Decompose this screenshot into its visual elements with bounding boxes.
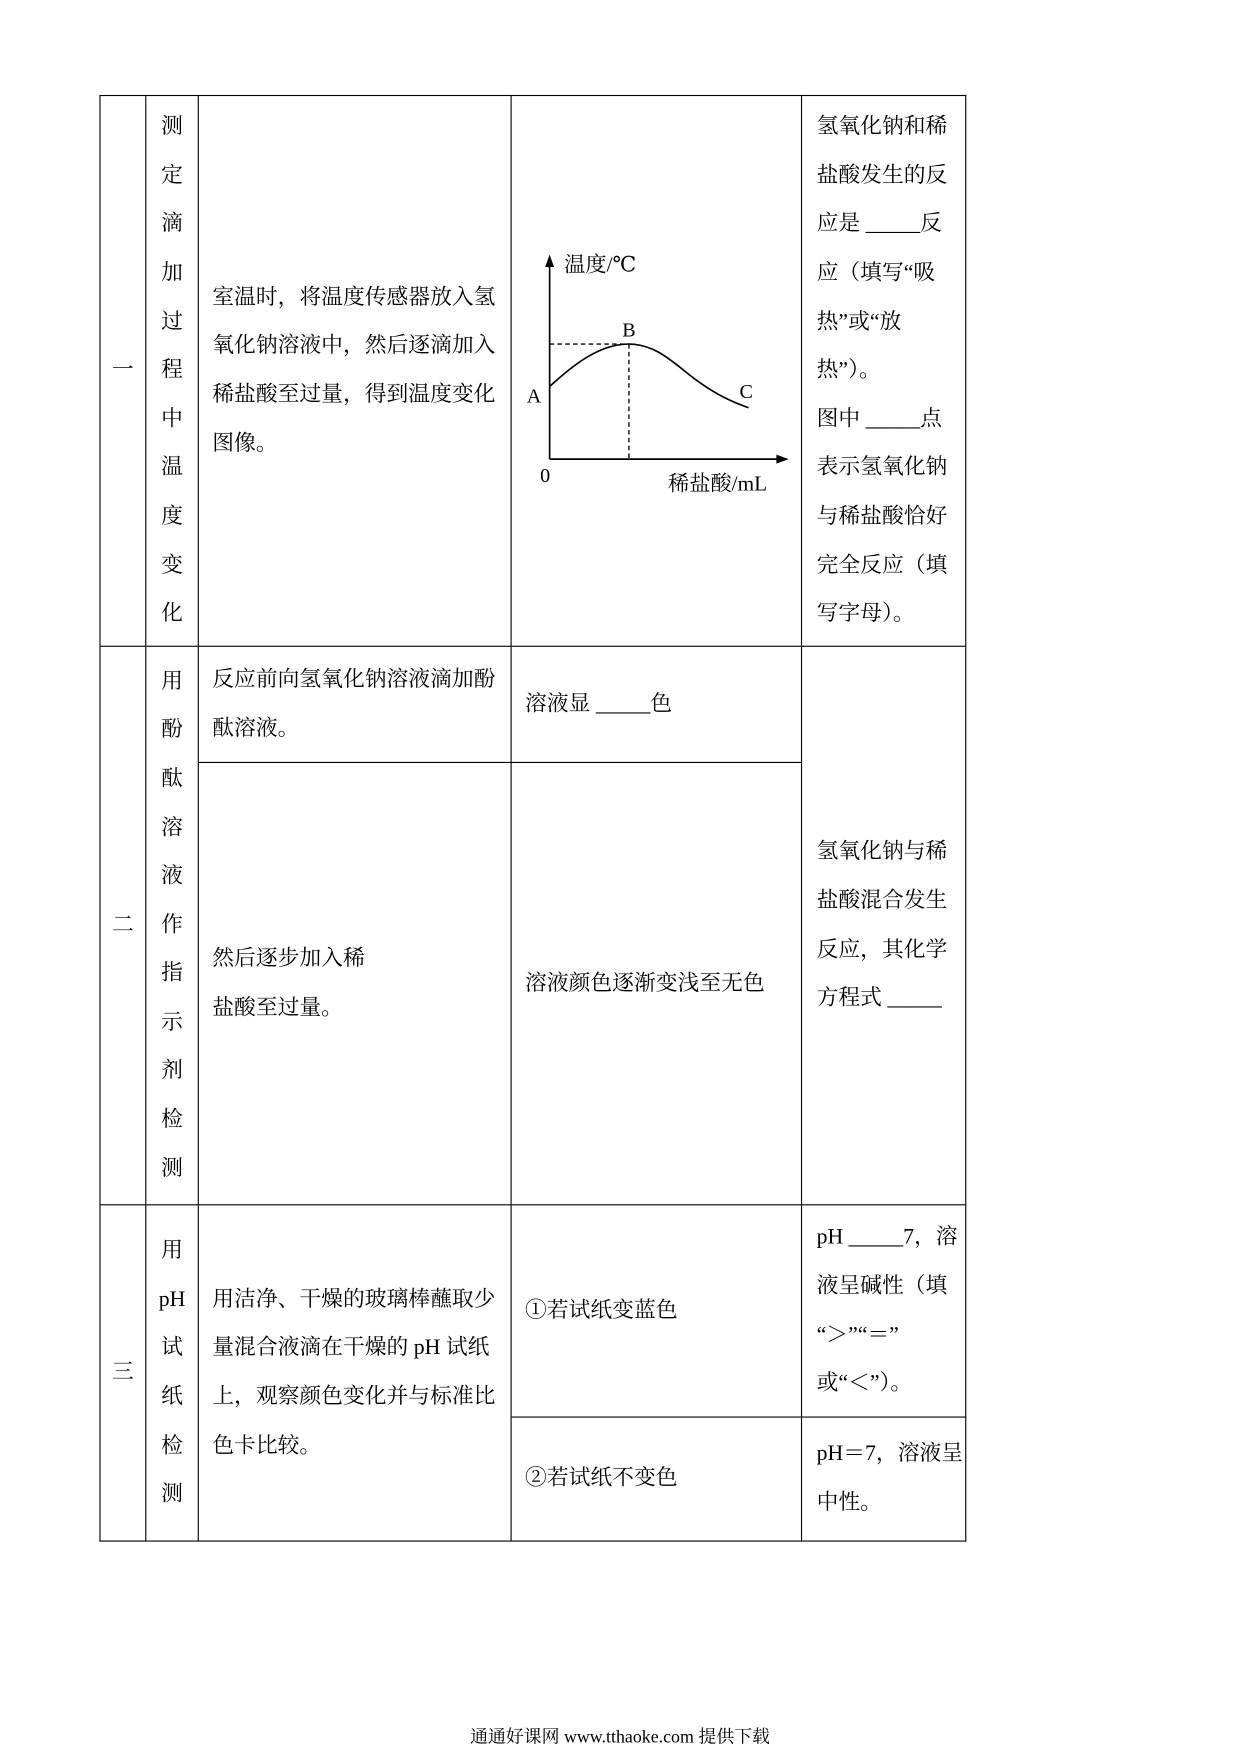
method-char: 中: [161, 407, 183, 431]
method-char: 变: [161, 553, 183, 578]
origin-label: 0: [540, 464, 551, 487]
conclusion-line: 热”）。: [816, 358, 881, 383]
method-char: 程: [161, 358, 183, 383]
conclusion-line: 氢氧化钠和稀: [816, 115, 948, 139]
method-char: 酚: [161, 718, 183, 743]
procedure-line: 上，观察颜色变化并与标准比: [212, 1385, 496, 1409]
conclusion-line: 完全反应（填: [816, 553, 948, 578]
method-char: pH: [158, 1287, 186, 1312]
phenomenon-text: ②若试纸不变色: [525, 1467, 678, 1491]
row-3-case-1-phenomenon-cell: [512, 1205, 802, 1417]
procedure-line: 稀盐酸至过量，得到温度变化: [212, 383, 496, 407]
row-3-procedure-cell: [199, 1205, 512, 1541]
procedure-line: 图像。: [212, 431, 278, 456]
row-2-step-2-phenomenon-cell: [512, 763, 802, 1205]
row-3-index-cell: [99, 1205, 146, 1541]
procedure-line: 氧化钠溶液中，然后逐滴加入: [212, 334, 496, 358]
conclusion-line: 或“＜”）。: [816, 1371, 913, 1396]
conclusion-line: 盐酸发生的反: [816, 164, 948, 188]
method-char: 度: [161, 504, 183, 529]
x-axis-arrow: [776, 455, 788, 464]
footer-credit: 通通好课网 www.tthaoke.com 提供下载: [470, 1728, 770, 1748]
y-axis-arrow: [545, 255, 554, 267]
point-a-label: A: [526, 385, 542, 408]
procedure-line: 室温时，将温度传感器放入氢: [212, 285, 496, 310]
row-2-method-cell: [146, 647, 199, 1206]
row-1-conclusion-cell: [802, 95, 966, 647]
row-3-case-2-phenomenon-cell: [512, 1418, 802, 1542]
method-char: 酞: [161, 767, 183, 791]
section-number: 二: [111, 913, 134, 937]
procedure-line: 酞溶液。: [212, 716, 300, 741]
row-1-figure-cell: [512, 95, 802, 647]
method-char: 用: [161, 669, 183, 694]
row-2-step-1-phenomenon-cell: [512, 647, 802, 763]
temperature-curve: [550, 344, 749, 408]
conclusion-line: 写字母）。: [816, 602, 915, 626]
procedure-line: 然后逐步加入稀: [212, 947, 365, 971]
conclusion-line: 液呈碱性（填: [816, 1274, 948, 1298]
method-char: 定: [161, 164, 183, 188]
conclusion-line: 中性。: [816, 1491, 882, 1515]
method-char: 测: [161, 115, 183, 139]
method-char: 测: [161, 1156, 183, 1181]
conclusion-line: 图中 _____点: [816, 407, 942, 431]
row-2-step-1-procedure-cell: [199, 647, 512, 763]
conclusion-line: 盐酸混合发生: [816, 889, 948, 913]
method-char: 过: [161, 310, 183, 334]
method-char: 作: [161, 913, 183, 937]
method-char: 检: [161, 1433, 183, 1458]
row-1-method-cell: [146, 95, 199, 647]
conclusion-line: 反应，其化学: [816, 937, 948, 962]
conclusion-line: 应（填写“吸: [816, 261, 936, 285]
conclusion-line: 热”或“放: [816, 310, 902, 334]
point-c-label: C: [739, 381, 753, 404]
method-char: 加: [161, 261, 183, 285]
row-3-case-2-conclusion-cell: [802, 1418, 966, 1542]
conclusion-line: pH＝7，溶液呈: [816, 1442, 964, 1467]
conclusion-line: 与稀盐酸恰好: [816, 504, 948, 529]
method-char: 剂: [161, 1059, 183, 1084]
method-char: 用: [161, 1239, 183, 1263]
conclusion-line: 方程式 _____: [816, 986, 942, 1010]
row-2-index-cell: [99, 647, 146, 1206]
method-char: 滴: [161, 212, 183, 237]
phenomenon-text: 溶液颜色逐渐变浅至无色: [525, 971, 765, 996]
x-axis-label: 稀盐酸/mL: [668, 471, 768, 496]
method-char: 温: [161, 456, 183, 480]
method-char: 液: [161, 864, 183, 889]
method-char: 测: [161, 1482, 183, 1507]
section-number: 一: [111, 358, 134, 383]
procedure-line: 色卡比较。: [212, 1433, 322, 1458]
procedure-line: 反应前向氢氧化钠溶液滴加酚: [212, 667, 496, 692]
row-1-index-cell: [99, 95, 146, 647]
phenomenon-text: 溶液显 _____色: [525, 692, 673, 716]
row-3-method-cell: [146, 1205, 199, 1541]
method-char: 纸: [161, 1385, 183, 1409]
method-char: 化: [161, 602, 183, 626]
section-number: 三: [111, 1360, 134, 1385]
procedure-line: 盐酸至过量。: [212, 995, 343, 1020]
row-2-step-2-procedure-cell: [199, 763, 512, 1205]
method-char: 溶: [161, 816, 183, 840]
phenomenon-text: ①若试纸变蓝色: [525, 1298, 678, 1323]
conclusion-line: 氢氧化钠与稀: [816, 840, 948, 864]
method-char: 示: [161, 1010, 183, 1035]
method-char: 试: [161, 1336, 183, 1360]
conclusion-line: pH _____7，溶: [816, 1225, 958, 1250]
row-1-procedure-cell: [199, 95, 512, 647]
conclusion-line: “＞”“＝”: [816, 1323, 899, 1347]
temperature-curve-figure: [512, 96, 802, 648]
row-2-conclusion-cell: [802, 647, 966, 1206]
row-3-case-1-conclusion-cell: [802, 1205, 966, 1417]
conclusion-line: 应是 _____反: [816, 212, 942, 237]
method-char: 检: [161, 1108, 183, 1132]
procedure-line: 用洁净、干燥的玻璃棒蘸取少: [212, 1287, 496, 1312]
procedure-line: 量混合液滴在干燥的 pH 试纸: [212, 1336, 490, 1360]
method-char: 指: [161, 962, 183, 986]
conclusion-line: 表示氢氧化钠: [816, 456, 948, 480]
y-axis-label: 温度/℃: [564, 252, 637, 277]
point-b-label: B: [622, 319, 636, 342]
